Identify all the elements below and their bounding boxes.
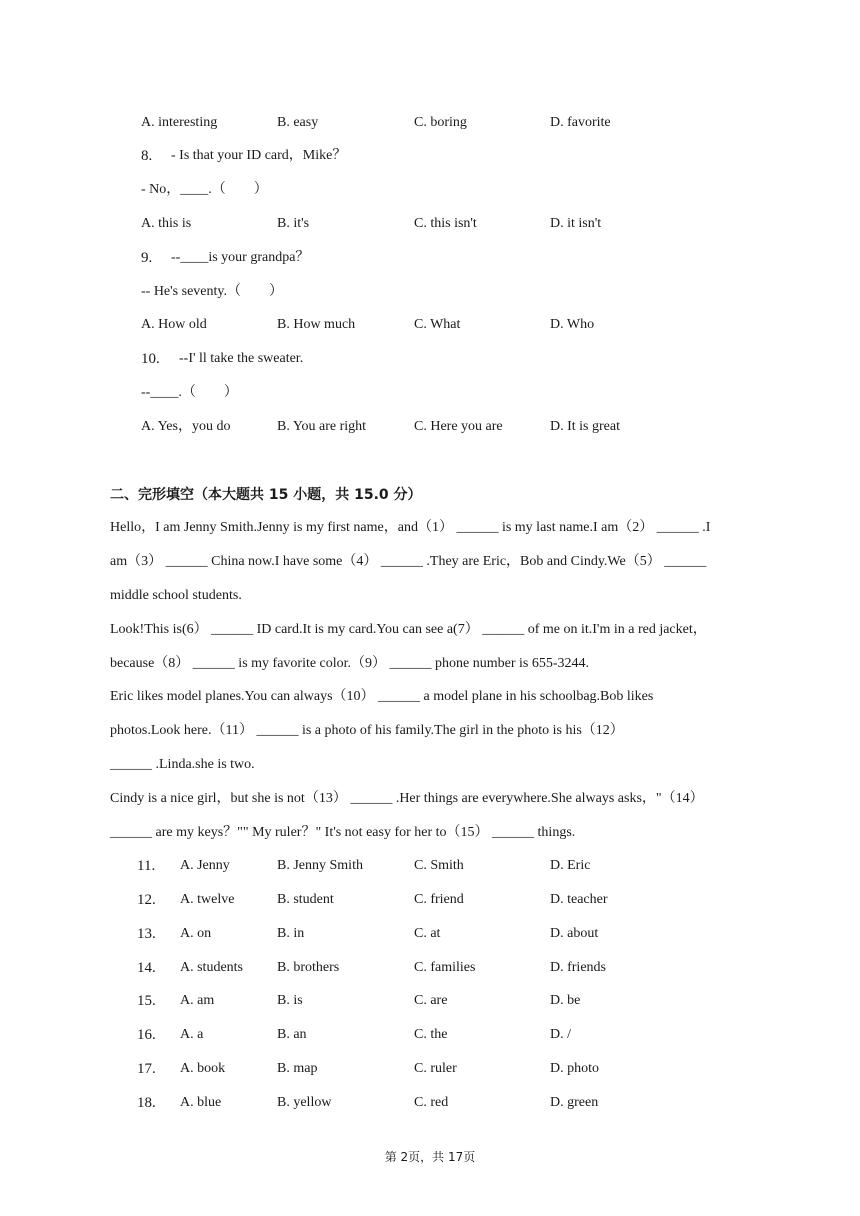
- question-number: 10.: [141, 351, 160, 367]
- option-a: A. am: [180, 993, 215, 1008]
- item-number: 17.: [137, 1061, 156, 1077]
- option-a: A. students: [180, 960, 243, 975]
- option-c: C. red: [414, 1095, 449, 1110]
- passage-line: Look!This is(6） ______ ID card.It is my card.You can see a(7） ______ of me on it.I'm in a red jacket，: [110, 622, 707, 637]
- option-d: D. photo: [550, 1061, 599, 1076]
- option-c: C. What: [414, 317, 461, 332]
- passage-line: ______ .Linda.she is two.: [110, 757, 255, 772]
- option-a: A. Jenny: [180, 858, 230, 873]
- option-b: B. map: [277, 1061, 318, 1076]
- option-b: B. is: [277, 993, 303, 1008]
- passage-line: Hello，I am Jenny Smith.Jenny is my first name，and（1） ______ is my last name.I am（2） ______ .I: [110, 520, 711, 535]
- passage-line: am（3） ______ China now.I have some（4） ______ .They are Eric，Bob and Cindy.We（5） ______: [110, 554, 707, 569]
- option-b: B. brothers: [277, 960, 340, 975]
- question-number: 8.: [141, 148, 153, 164]
- passage-line: middle school students.: [110, 588, 242, 603]
- item-number: 16.: [137, 1027, 156, 1043]
- page-footer: 第 2页，共 17页: [384, 1150, 476, 1164]
- option-a: A. blue: [180, 1095, 222, 1110]
- option-b: B. How much: [277, 317, 356, 332]
- option-a: A. twelve: [180, 892, 235, 907]
- option-a: A. a: [180, 1027, 204, 1042]
- option-a: A. on: [180, 926, 212, 941]
- item-number: 15.: [137, 993, 156, 1009]
- question-number: 9.: [141, 250, 153, 266]
- option-b: B. in: [277, 926, 305, 941]
- option-d: D. teacher: [550, 892, 608, 907]
- option-d: D. green: [550, 1095, 599, 1110]
- option-a: A. interesting: [141, 115, 218, 130]
- question-text: --____is your grandpa？: [171, 250, 310, 265]
- answer-line: --____.（ ）: [141, 385, 238, 400]
- item-number: 18.: [137, 1095, 156, 1111]
- option-c: C. friend: [414, 892, 464, 907]
- option-d: D. favorite: [550, 115, 611, 130]
- option-b: B. it's: [277, 216, 310, 231]
- section-heading: 二、完形填空（本大题共 15 小题，共 15.0 分）: [110, 487, 422, 503]
- answer-line: -- He's seventy.（ ）: [141, 284, 283, 299]
- passage-line: because（8） ______ is my favorite color.（9） ______ phone number is 655-3244.: [110, 656, 590, 671]
- option-b: B. You are right: [277, 419, 367, 434]
- answer-line: - No，____.（ ）: [141, 182, 268, 197]
- option-d: D. it isn't: [550, 216, 602, 231]
- option-c: C. at: [414, 926, 441, 941]
- option-b: B. easy: [277, 115, 319, 130]
- question-text: - Is that your ID card，Mike？: [171, 148, 347, 163]
- option-c: C. the: [414, 1027, 448, 1042]
- option-d: D. Eric: [550, 858, 591, 873]
- item-number: 12.: [137, 892, 156, 908]
- option-c: C. this isn't: [414, 216, 477, 231]
- option-a: A. Yes，you do: [141, 419, 231, 434]
- question-text: --I' ll take the sweater.: [179, 351, 304, 366]
- option-b: B. Jenny Smith: [277, 858, 363, 873]
- passage-line: Eric likes model planes.You can always（10） ______ a model plane in his schoolbag.Bob likes: [110, 689, 654, 704]
- option-d: D. It is great: [550, 419, 620, 434]
- item-number: 13.: [137, 926, 156, 942]
- option-d: D. Who: [550, 317, 595, 332]
- option-d: D. be: [550, 993, 581, 1008]
- item-number: 11.: [137, 858, 156, 874]
- passage-line: photos.Look here.（11） ______ is a photo of his family.The girl in the photo is his（12）: [110, 723, 624, 738]
- option-c: C. are: [414, 993, 448, 1008]
- passage-line: Cindy is a nice girl，but she is not（13） ______ .Her things are everywhere.She always asks，"（14）: [110, 791, 704, 806]
- option-d: D. /: [550, 1027, 571, 1042]
- option-c: C. Smith: [414, 858, 464, 873]
- option-a: A. book: [180, 1061, 226, 1076]
- option-b: B. yellow: [277, 1095, 332, 1110]
- option-c: C. boring: [414, 115, 467, 130]
- option-b: B. an: [277, 1027, 307, 1042]
- passage-line: ______ are my keys？"" My ruler？" It's not easy for her to（15） ______ things.: [110, 825, 576, 840]
- option-d: D. about: [550, 926, 599, 941]
- option-d: D. friends: [550, 960, 606, 975]
- option-c: C. Here you are: [414, 419, 503, 434]
- option-b: B. student: [277, 892, 334, 907]
- option-a: A. How old: [141, 317, 207, 332]
- option-c: C. families: [414, 960, 476, 975]
- item-number: 14.: [137, 960, 156, 976]
- option-c: C. ruler: [414, 1061, 457, 1076]
- option-a: A. this is: [141, 216, 192, 231]
